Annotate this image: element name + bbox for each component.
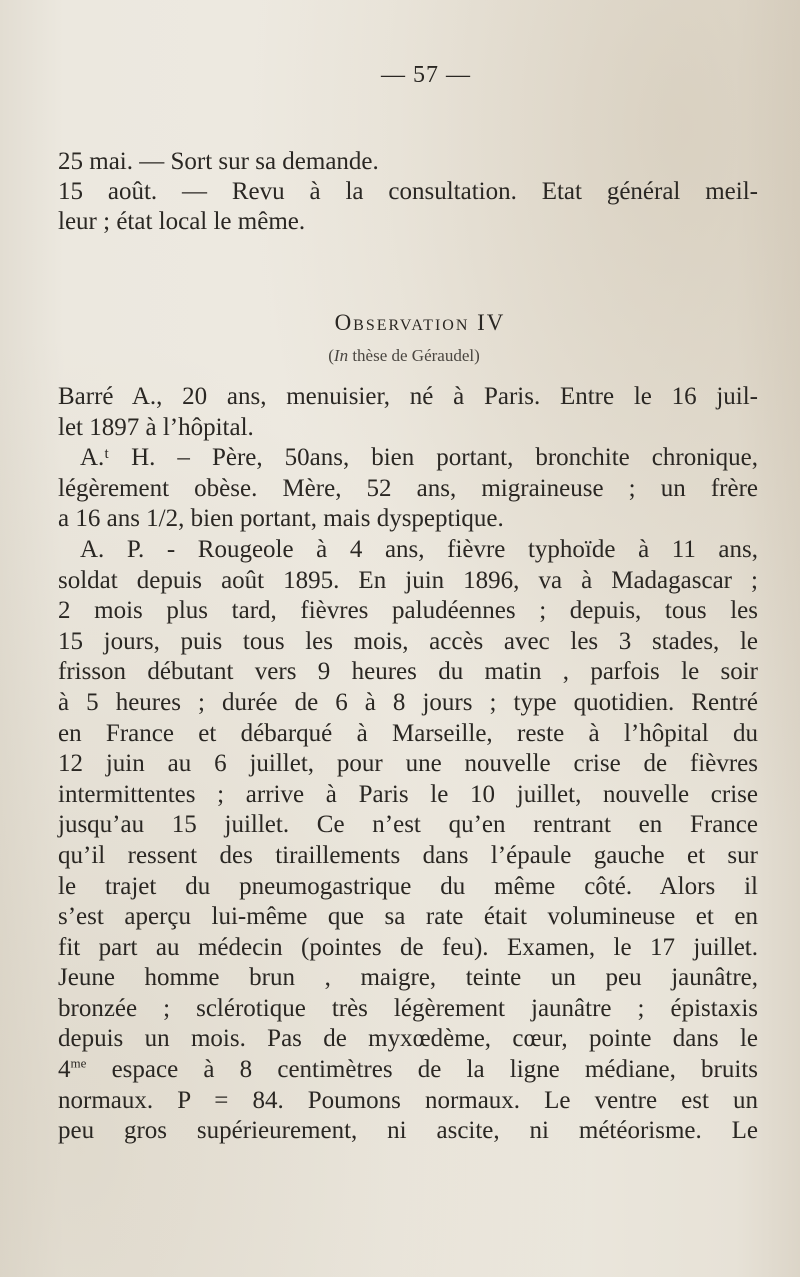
text-line: intermittentes ; arrive à Paris le 10 juillet, nouvelle crise	[58, 780, 758, 808]
text-line: bronzée ; sclérotique très légèrement jaunâtre ; épistaxis	[58, 994, 758, 1022]
text-line: peu gros supérieurement, ni ascite, ni météorisme. Le	[58, 1117, 758, 1145]
text-line: leur ; état local le même.	[58, 208, 306, 235]
observation-heading: Observation IV	[334, 310, 506, 335]
text-line: en France et débarqué à Marseille, reste à l’hôpital du	[58, 719, 758, 747]
text-line: qu’il ressent des tiraillements dans l’épaule gauche et sur	[58, 841, 758, 869]
ordinal-superscript: me	[70, 1055, 87, 1071]
text-line: à 5 heures ; durée de 6 à 8 jours ; type quotidien. Rentré	[58, 688, 758, 716]
text-line: $4^{me}$ espace à 8 centimètres de la ligne médiane, bruits	[58, 1055, 758, 1084]
source-prefix: In	[333, 346, 349, 365]
text-line: s’est aperçu lui-même que sa rate était volumineuse et en	[58, 903, 758, 931]
text-line: 15 août. — Revu à la consultation. Etat général meil-	[58, 178, 758, 205]
text-line: 25 mai. — Sort sur sa demande.	[58, 148, 379, 175]
source-open: (	[328, 346, 334, 365]
text-line: depuis un mois. Pas de myxœdème, cœur, pointe dans le	[58, 1025, 758, 1053]
source-note	[4, 346, 800, 366]
text-line: A. P. - Rougeole à 4 ans, fièvre typhoïde à 11 ans,	[80, 535, 758, 563]
page-number: — 57 —	[381, 62, 471, 88]
text-line: jusqu’au 15 juillet. Ce n’est qu’en rentrant en France	[58, 811, 758, 839]
text-line: 12 juin au 6 juillet, pour une nouvelle crise de fièvres	[58, 750, 758, 778]
text-line: soldat depuis août 1895. En juin 1896, va à Madagascar ;	[58, 566, 758, 594]
top-paragraph	[58, 147, 758, 237]
observation-body	[58, 382, 758, 1147]
text-line: let 1897 à l’hôpital.	[58, 413, 254, 441]
text-line: 2 mois plus tard, fièvres paludéennes ; depuis, tous les	[58, 597, 758, 625]
text-line: fit part au médecin (pointes de feu). Examen, le 17 juillet.	[58, 933, 758, 961]
text-line: frisson débutant vers 9 heures du matin , parfois le soir	[58, 658, 758, 686]
text-line: normaux. P = 84. Poumons normaux. Le ventre est un	[58, 1086, 758, 1114]
text-line: a 16 ans 1/2, bien portant, mais dyspeptique.	[58, 505, 504, 533]
text-line: A.ᵗ H. – Père, 50ans, bien portant, bronchite chronique,	[80, 444, 758, 472]
source-rest: thèse de Géraudel)	[348, 346, 480, 365]
text-line: légèrement obèse. Mère, 52 ans, migraineuse ; un frère	[58, 474, 758, 502]
text-line: Jeune homme brun , maigre, teinte un peu jaunâtre,	[58, 964, 758, 992]
text-line: Barré A., 20 ans, menuisier, né à Paris. Entre le 16 juil-	[58, 383, 758, 410]
text-line: le trajet du pneumogastrique du même côté. Alors il	[58, 872, 758, 900]
text-line: 15 jours, puis tous les mois, accès avec les 3 stades, le	[58, 627, 758, 655]
